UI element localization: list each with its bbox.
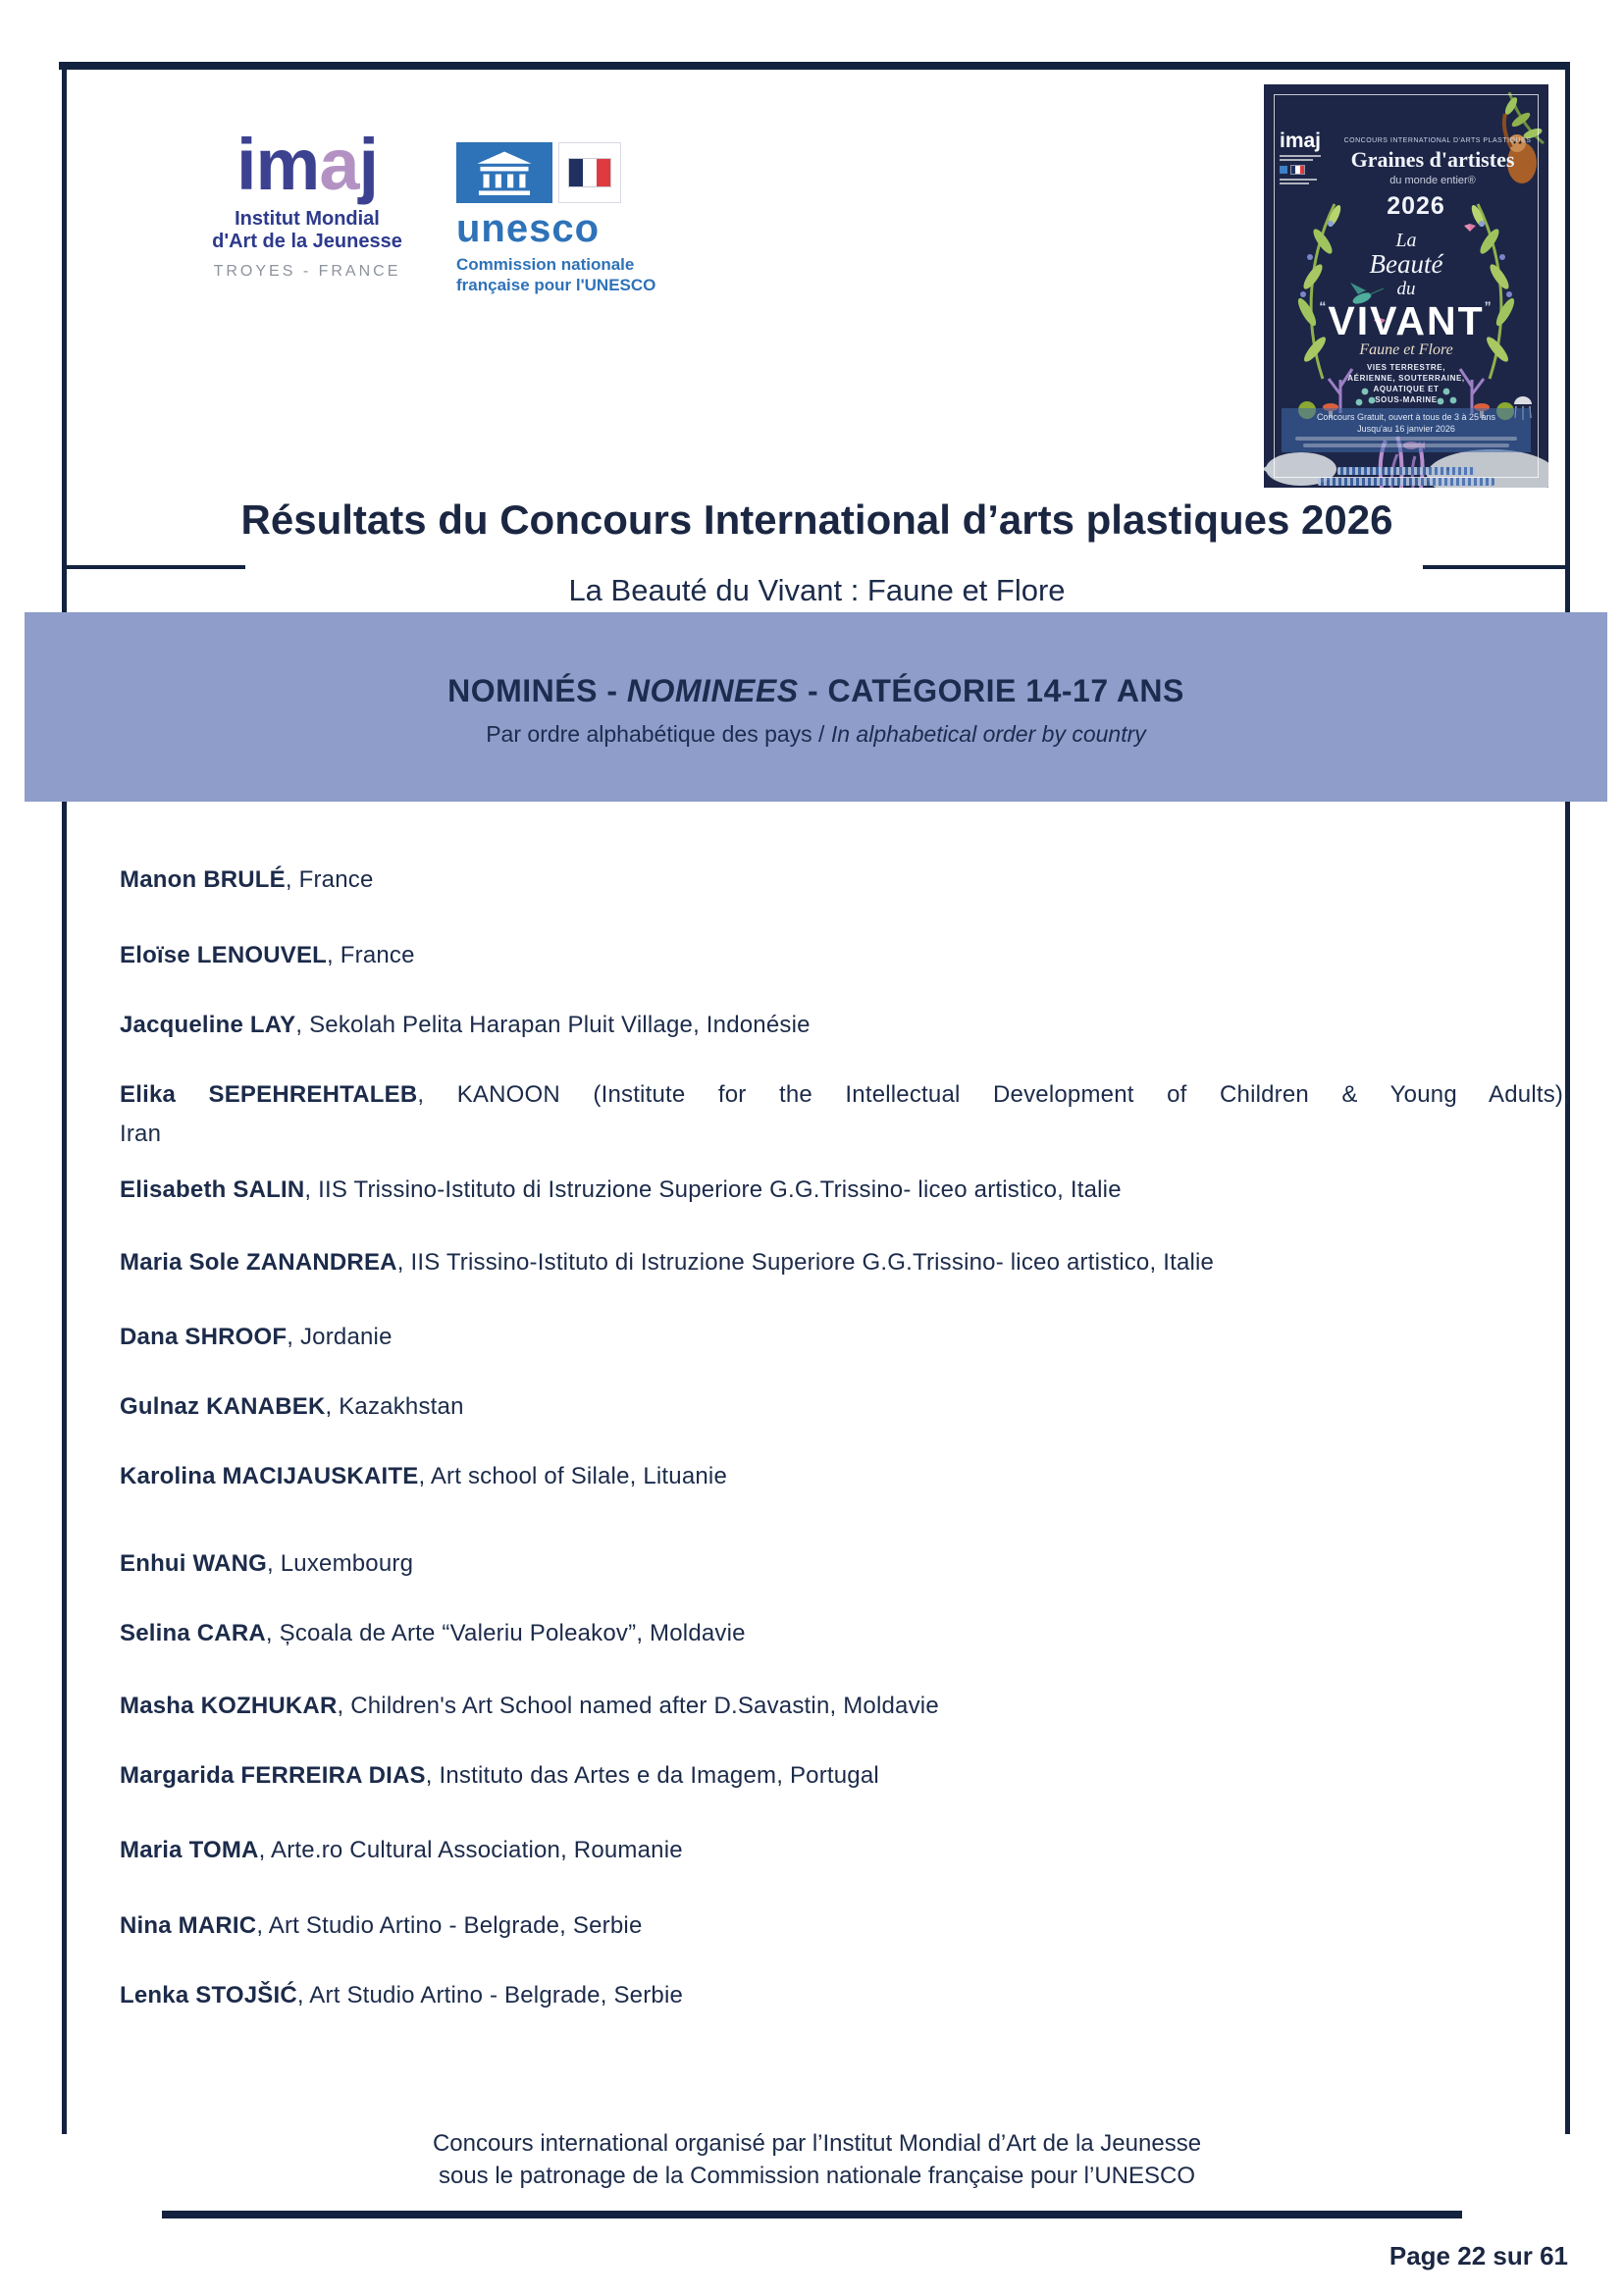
frame-left-border [62,62,67,2134]
poster-big-word: “VIVANT” [1319,298,1493,343]
poster-info-strip: Concours Gratuit, ouvert à tous de 3 à 25 ans Jusqu'au 16 janvier 2026 [1282,408,1531,452]
unesco-logo-emblem [456,142,682,203]
imaj-logo-line1: Institut Mondial [235,208,380,230]
nominee-row: Maria Sole ZANANDREA, IIS Trissino-Istituto di Istruzione Superiore G.G.Trissino- liceo artistico, Italie [120,1249,1215,1276]
poster-imaj-mini-logo: imaj [1280,130,1338,184]
nominee-row: Lenka STOJŠIĆ, Art Studio Artino - Belgrade, Serbie [120,1982,684,2009]
nominee-row: Jacqueline LAY, Sekolah Pelita Harapan Pluit Village, Indonésie [120,1012,811,1038]
unesco-temple-glyph [474,150,535,195]
imaj-logo [204,126,410,281]
header-rule-left [64,565,245,569]
footer-rule [162,2211,1462,2218]
poster-script-du: du [1396,279,1416,299]
unesco-wordmark: unesco [456,207,601,250]
footer-line1: Concours international organisé par l’Institut Mondial d’Art de la Jeunesse [432,2130,1202,2157]
nominee-row: Eloïse LENOUVEL, France [120,942,415,968]
footer-credit [64,2127,1570,2192]
nominee-row: Maria TOMA, Arte.ro Cultural Association, Roumanie [120,1837,683,1863]
nominee-row: Dana SHROOF, Jordanie [120,1324,393,1350]
nominee-row: Gulnaz KANABEK, Kazakhstan [120,1393,464,1420]
unesco-commission-lines [456,254,682,295]
category-banner-title: NOMINÉS - NOMINEES - CATÉGORIE 14-17 ANS [447,672,1184,708]
imaj-logo-wordmark: imaj [236,124,379,205]
poster-script-beaute: Beauté [1369,249,1443,279]
category-banner [25,612,1607,802]
nominee-row: Manon BRULÉ, France [120,866,374,893]
header-rule-right [1423,565,1570,569]
frame-top-border [59,62,1570,70]
poster-title: Graines d'artistes [1350,147,1515,172]
french-flag-icon [558,142,621,203]
imaj-logo-city: TROYES - FRANCE [213,263,401,280]
nominee-row: Margarida FERREIRA DIAS, Instituto das Artes e da Imagem, Portugal [120,1762,879,1789]
nominee-row: Nina MARIC, Art Studio Artino - Belgrade, Serbie [120,1912,643,1939]
poster-script-la: La [1395,230,1417,251]
imaj-logo-line2: d'Art de la Jeunesse [212,231,402,252]
nominee-row: Selina CARA, Școala de Arte “Valeriu Poleakov”, Moldavie [120,1620,746,1646]
poster-link-bar-1 [1337,467,1475,475]
poster-link-bar-2 [1318,478,1494,486]
unesco-temple-icon [456,142,552,203]
footer-line2: sous le patronage de la Commission nationale française pour l’UNESCO [438,2163,1196,2189]
poster-vies-block: VIES TERRESTRE, AÉRIENNE, SOUTERRAINE, AQUATIQUE ET SOUS-MARINE [1347,363,1465,404]
poster-kicker: CONCOURS INTERNATIONAL D'ARTS PLASTIQUES [1343,137,1532,144]
contest-poster [1264,84,1548,488]
nominee-row: Elisabeth SALIN, IIS Trissino-Istituto di Istruzione Superiore G.G.Trissino- liceo artistico, Italie [120,1176,1122,1203]
page-subtitle: La Beauté du Vivant : Faune et Flore [568,573,1066,607]
page-title: Résultats du Concours International d’arts plastiques 2026 [240,496,1393,543]
nominee-row: Masha KOZHUKAR, Children's Art School named after D.Savastin, Moldavie [120,1693,939,1719]
nominee-list [120,867,1570,2009]
page-number: Page 22 sur 61 [1388,2241,1568,2270]
poster-year: 2026 [1387,192,1445,220]
poster-subtitle: du monde entier® [1389,175,1476,186]
unesco-logo [456,142,682,295]
unesco-commission-line2: française pour l'UNESCO [456,276,656,294]
poster-script-faune: Faune et Flore [1359,341,1453,358]
nominee-row: Enhui WANG, Luxembourg [120,1550,414,1577]
category-banner-subtitle: Par ordre alphabétique des pays / In alphabetical order by country [486,720,1146,747]
nominee-row: Elika SEPEHREHTALEB, KANOON (Institute for the Intellectual Development of Children & Young Adults), Iran [120,1081,1570,1147]
unesco-commission-line1: Commission nationale [456,255,635,274]
nominee-row: Karolina MACIJAUSKAITE, Art school of Silale, Lituanie [120,1463,728,1489]
